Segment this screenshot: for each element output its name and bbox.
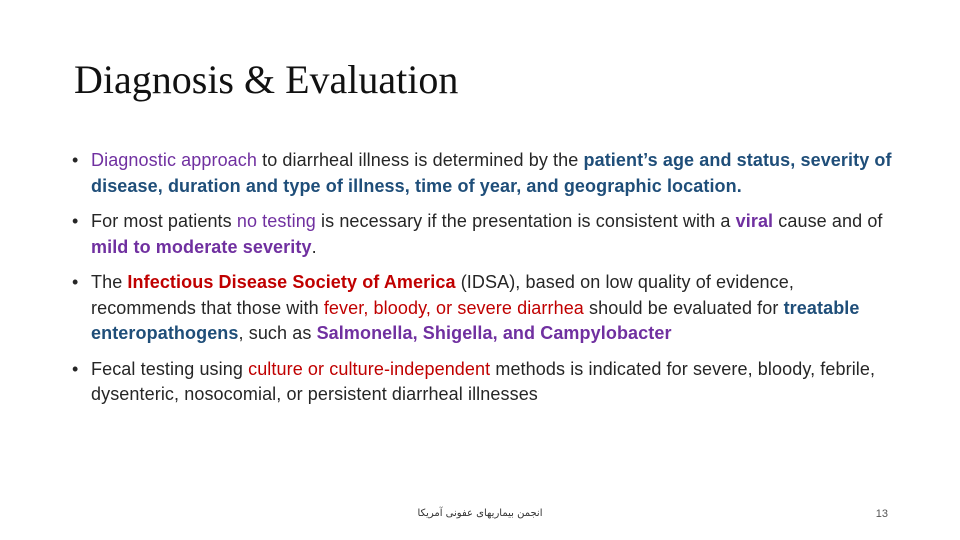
slide-footer bbox=[0, 508, 960, 519]
bullet-text-segment: Infectious Disease Society of America bbox=[127, 272, 456, 292]
footer-organization-text: انجمن بیماریهای عفونی آمریکا bbox=[417, 508, 543, 519]
bullet-text-segment: The bbox=[91, 272, 128, 292]
bullet-text-segment: no testing bbox=[236, 211, 316, 231]
slide-title: Diagnosis & Evaluation bbox=[74, 57, 459, 102]
bullet-text-segment: patient’s age and status, severity of disease, duration and type of illness, time of year, and geographic location. bbox=[91, 150, 892, 196]
bullet-text-segment: Diagnostic approach bbox=[91, 150, 258, 170]
bullet-text-segment: . bbox=[311, 236, 317, 257]
bullet-text-segment: Fecal testing using bbox=[91, 358, 249, 379]
bullet-item bbox=[72, 270, 892, 347]
bullet-list bbox=[72, 148, 892, 418]
bullet-text-segment: cause and of bbox=[773, 211, 883, 231]
bullet-text-segment: methods is indicated for severe, bloody, febrile, dysenteric, nosocomial, or persistent diarrheal illnesses bbox=[91, 358, 876, 404]
bullet-text-segment: (IDSA), based on low quality of evidence, recommends that those with bbox=[91, 272, 794, 318]
bullet-text-segment: , such as bbox=[238, 323, 317, 343]
bullet-text-segment: culture or culture-independent bbox=[248, 358, 491, 379]
bullet-text-segment: mild to moderate severity bbox=[91, 236, 312, 257]
bullet-item bbox=[72, 148, 892, 199]
page-number: 13 bbox=[875, 508, 888, 520]
bullet-text-segment: is necessary if the presentation is consistent with a bbox=[315, 211, 736, 231]
bullet-text-segment: should be evaluated for bbox=[583, 297, 784, 318]
bullet-item bbox=[72, 209, 892, 260]
bullet-text-segment: to diarrheal illness is determined by the bbox=[257, 150, 584, 170]
bullet-text-segment: treatable enteropathogens bbox=[91, 297, 860, 343]
bullet-item bbox=[72, 357, 892, 408]
bullet-text-segment: viral bbox=[735, 211, 774, 231]
bullet-text-segment: fever, bloody, or severe diarrhea bbox=[323, 297, 584, 318]
bullet-text-segment: For most patients bbox=[91, 211, 237, 231]
bullet-text-segment: Salmonella, Shigella, and Campylobacter bbox=[316, 323, 672, 343]
